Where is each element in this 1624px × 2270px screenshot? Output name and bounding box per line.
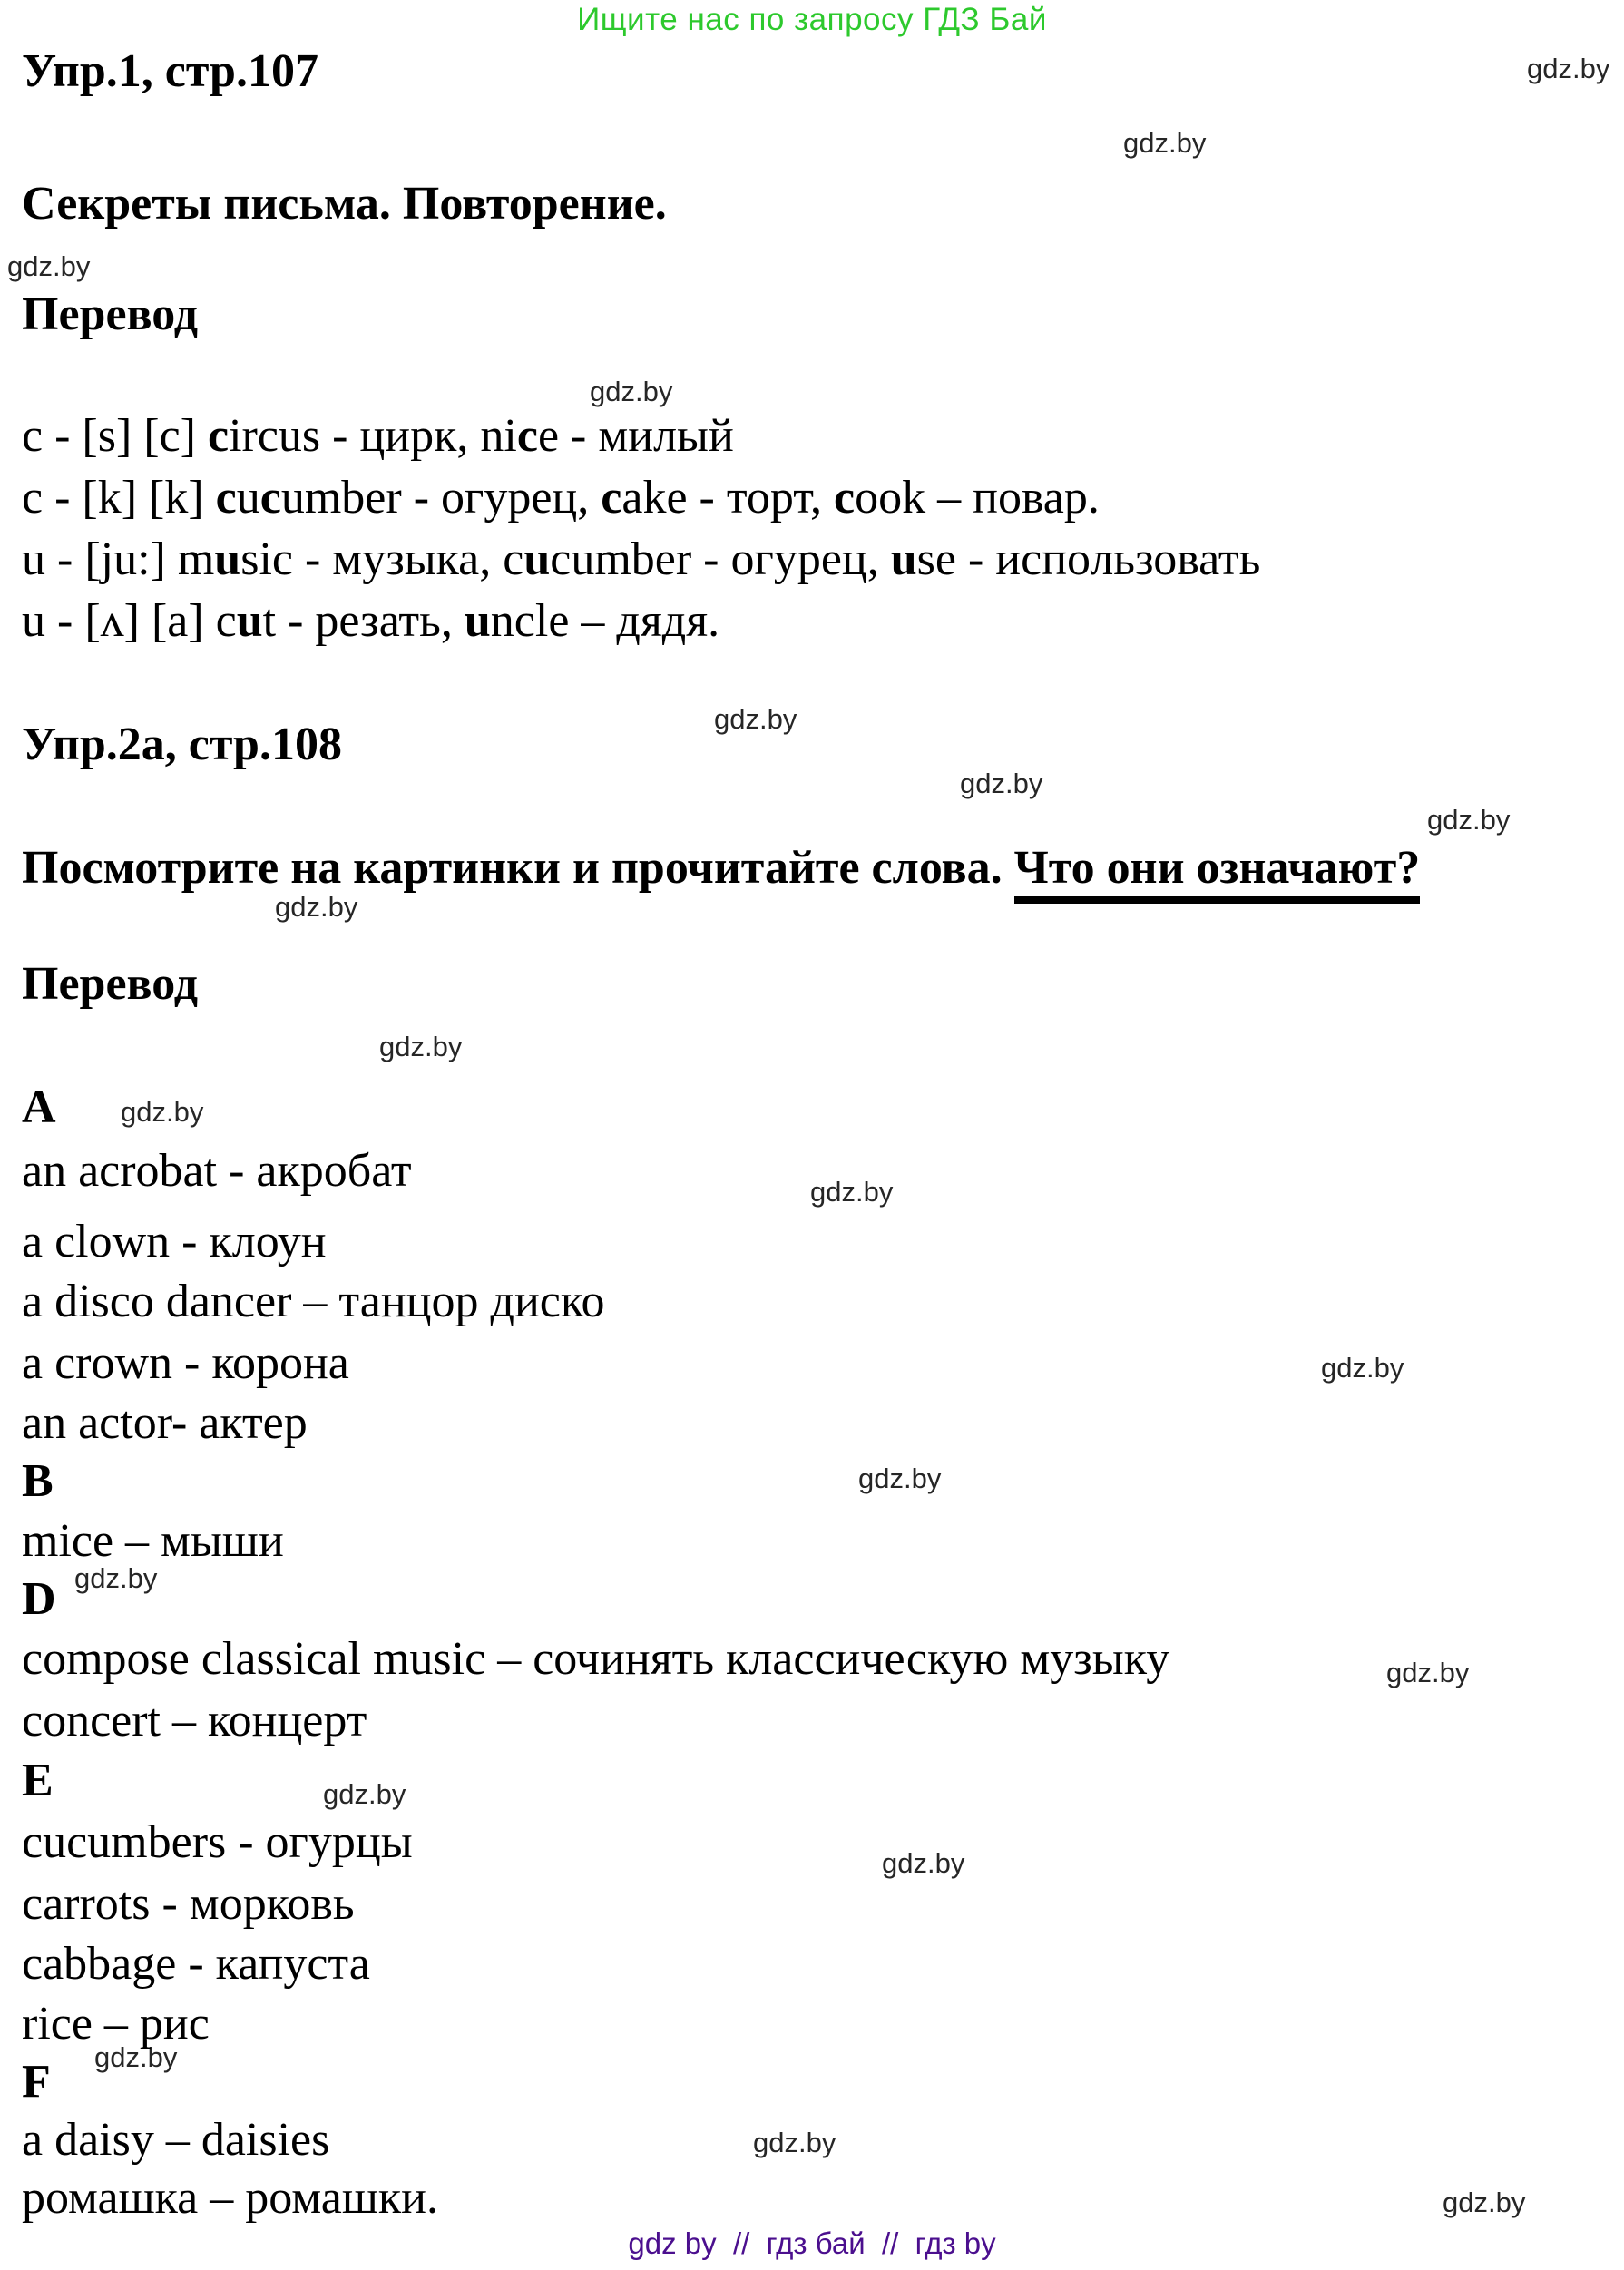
letter-e [22, 1755, 54, 1807]
watermark-gdz: gdz.by [1527, 53, 1610, 84]
text-segment: D [22, 1573, 56, 1625]
watermark-gdz: gdz.by [960, 768, 1043, 799]
translation-heading-1 [22, 289, 198, 341]
item-mice [22, 1515, 284, 1568]
watermark-gdz: gdz.by [1123, 127, 1207, 159]
letter-b [22, 1455, 54, 1508]
letter-f [22, 2056, 51, 2109]
item-daisy-ru [22, 2172, 438, 2225]
letter-a [22, 1081, 56, 1134]
item-rice [22, 1998, 210, 2050]
text-segment: se - использовать [916, 533, 1261, 585]
text-segment: rice – рис [22, 1998, 210, 2050]
text-segment: a crown - корона [22, 1337, 349, 1389]
watermark-gdz: gdz.by [121, 1096, 204, 1128]
text-segment: c [516, 410, 538, 462]
text-segment: concert – концерт [22, 1695, 367, 1747]
text-segment: c - [s] [c] [22, 410, 208, 462]
item-compose [22, 1633, 1169, 1686]
item-daisy [22, 2114, 329, 2167]
text-segment: compose classical music – сочинять классическую музыку [22, 1633, 1170, 1685]
phonics-line-c-s [22, 410, 734, 463]
text-segment: u [236, 595, 263, 647]
phonics-line-u-a [22, 595, 719, 648]
item-disco-dancer [22, 1276, 604, 1328]
watermark-gdz: gdz.by [882, 1847, 965, 1879]
item-concert [22, 1695, 367, 1747]
text-segment: an actor- актер [22, 1397, 308, 1449]
text-segment: ircus - цирк, ni [229, 410, 517, 462]
text-segment: Упр.2а, стр.108 [22, 719, 342, 770]
text-segment: u [464, 595, 491, 647]
watermark-gdz: gdz.by [1427, 804, 1511, 836]
text-segment: a clown - клоун [22, 1216, 327, 1267]
watermark-gdz: gdz.by [379, 1031, 463, 1062]
text-segment: Посмотрите на картинки и прочитайте слова. [22, 842, 1014, 894]
text-segment: ncle – дядя. [490, 595, 720, 647]
text-segment: u [890, 533, 917, 585]
footer-links: gdz by // гдз бай // гдз by [628, 2226, 996, 2260]
watermark-gdz: gdz.by [323, 1778, 406, 1810]
text-segment: ook – повар. [855, 472, 1100, 523]
text-segment: Перевод [22, 958, 199, 1010]
promo-banner: Ищите нас по запросу ГДЗ Бай [577, 2, 1047, 37]
text-segment: Упр.1, стр.107 [22, 45, 318, 97]
text-segment: carrots - морковь [22, 1878, 355, 1930]
item-clown [22, 1216, 327, 1268]
text-segment: cabbage - капуста [22, 1938, 370, 1990]
task-2a-text [22, 842, 1420, 895]
section-title [22, 178, 667, 230]
watermark-gdz: gdz.by [858, 1463, 942, 1494]
text-segment: ромашка – ромашки. [22, 2172, 439, 2224]
text-segment: B [22, 1455, 54, 1507]
item-cucumbers [22, 1816, 413, 1869]
text-segment: u - [ʌ] [a] c [22, 595, 237, 647]
item-crown [22, 1337, 349, 1390]
text-segment: cucumbers - огурцы [22, 1816, 413, 1868]
letter-d [22, 1573, 56, 1626]
text-segment: sic - музыка, c [240, 533, 524, 585]
watermark-gdz: gdz.by [714, 703, 797, 735]
text-segment: u [523, 533, 551, 585]
item-actor [22, 1397, 308, 1450]
text-segment: e - милый [537, 410, 734, 462]
watermark-gdz: gdz.by [1386, 1657, 1470, 1688]
watermark-gdz: gdz.by [74, 1562, 158, 1594]
phonics-line-c-k [22, 472, 1100, 524]
text-segment: cumber - огурец, [550, 533, 891, 585]
watermark-gdz: gdz.by [1321, 1352, 1404, 1384]
text-segment: c [207, 410, 230, 462]
text-segment: Что они означают? [1014, 842, 1421, 904]
text-segment: t - резать, [262, 595, 465, 647]
translation-heading-2 [22, 958, 198, 1011]
text-segment: Перевод [22, 289, 199, 340]
text-segment: u [214, 533, 241, 585]
watermark-gdz: gdz.by [275, 891, 358, 923]
text-segment: c [834, 472, 856, 523]
text-segment: u - [ju:] m [22, 533, 215, 585]
watermark-gdz: gdz.by [94, 2041, 178, 2073]
text-segment: E [22, 1755, 54, 1806]
text-segment: an acrobat - акробат [22, 1145, 412, 1197]
watermark-gdz: gdz.by [1443, 2187, 1526, 2218]
text-segment: A [22, 1081, 56, 1133]
watermark-gdz: gdz.by [590, 376, 673, 407]
text-segment: c - [k] [k] [22, 472, 216, 523]
text-segment: mice – мыши [22, 1515, 284, 1567]
exercise-1-heading [22, 45, 318, 98]
text-segment: a disco dancer – танцор диско [22, 1276, 605, 1327]
text-segment: umber - огурец, [280, 472, 602, 523]
item-acrobat [22, 1145, 412, 1198]
watermark-gdz: gdz.by [753, 2127, 836, 2158]
text-segment: F [22, 2056, 51, 2108]
exercise-2a-heading [22, 719, 342, 771]
item-carrots [22, 1878, 355, 1931]
text-segment: a daisy – daisies [22, 2114, 330, 2166]
text-segment: c [215, 472, 237, 523]
phonics-line-u-ju [22, 533, 1260, 586]
text-segment: c [259, 472, 281, 523]
watermark-gdz: gdz.by [7, 250, 91, 282]
text-segment: Секреты письма. Повторение. [22, 178, 667, 230]
text-segment: ake - торт, [621, 472, 835, 523]
text-segment: c [601, 472, 622, 523]
text-segment: u [236, 472, 260, 523]
watermark-gdz: gdz.by [810, 1176, 894, 1208]
item-cabbage [22, 1938, 370, 1991]
